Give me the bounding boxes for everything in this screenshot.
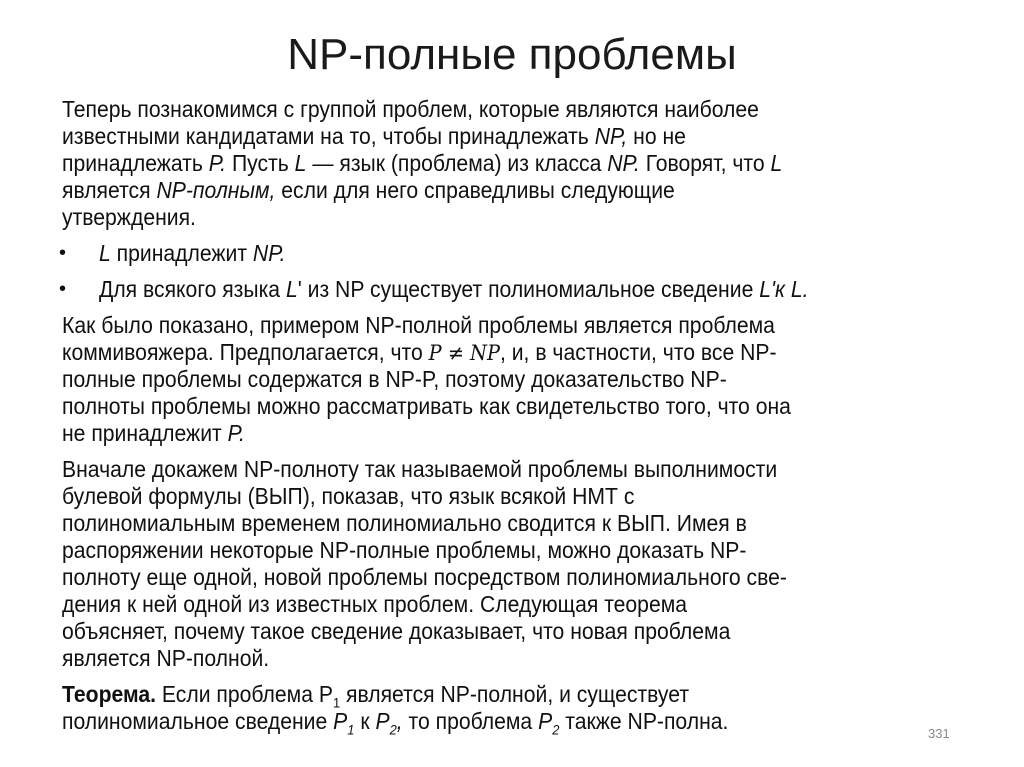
text-segment: Если проблема P xyxy=(156,681,333,707)
text-segment: Как было показано, примером NP-полной проблемы является проблема xyxy=(62,312,775,338)
text-line xyxy=(99,276,893,303)
paragraph xyxy=(62,456,962,672)
bullet-icon: • xyxy=(59,242,67,264)
text-segment: L xyxy=(294,150,307,176)
text-segment: Теорема. xyxy=(62,681,157,707)
text-segment: полиномиальным временем полиномиально сводится к ВЫП. Имея в xyxy=(62,510,747,536)
text-line xyxy=(62,96,890,123)
text-segment: NP. xyxy=(252,240,286,266)
text-segment: 1 xyxy=(332,694,341,711)
text-segment: также NP-полна. xyxy=(559,708,729,734)
text-segment: к xyxy=(354,708,376,734)
text-line xyxy=(62,483,890,510)
text-line xyxy=(62,708,890,738)
text-segment: полиномиальное сведение xyxy=(62,708,334,734)
text-segment: не принадлежит xyxy=(62,420,228,446)
bullet-icon: • xyxy=(59,278,67,300)
text-segment: принадлежать xyxy=(62,150,209,176)
math-expression: P ≠ NP xyxy=(428,341,500,365)
text-line xyxy=(62,393,890,420)
text-segment: является xyxy=(62,177,157,203)
text-line xyxy=(62,564,890,591)
text-line xyxy=(62,420,890,447)
text-segment: Говорят, что xyxy=(639,150,771,176)
text-segment: полноту еще одной, новой проблемы посредством полиномиального све- xyxy=(62,564,787,590)
bullet-item xyxy=(59,276,962,303)
text-segment: , и, в частности, что все NP- xyxy=(499,339,777,365)
text-line xyxy=(62,312,890,339)
slide-body xyxy=(59,96,962,744)
text-segment: P xyxy=(333,708,348,734)
text-line xyxy=(62,123,890,150)
text-segment: — язык (проблема) из класса xyxy=(306,150,608,176)
text-line xyxy=(62,681,890,711)
text-segment: 2 xyxy=(389,721,397,738)
text-segment: P. xyxy=(227,420,245,446)
text-segment: 1 xyxy=(347,721,355,738)
text-segment: объясняет, почему такое сведение доказывает, что новая проблема xyxy=(62,618,731,644)
text-segment: распоряжении некоторые NP-полные проблемы, можно доказать NP- xyxy=(62,537,747,563)
text-line xyxy=(62,591,890,618)
paragraph xyxy=(62,312,962,447)
text-line xyxy=(62,456,890,483)
text-segment: Вначале докажем NP-полноту так называемой проблемы выполнимости xyxy=(62,456,778,482)
text-segment: P xyxy=(538,708,553,734)
text-line xyxy=(62,645,890,672)
text-segment: полноты проблемы можно рассматривать как свидетельство того, что она xyxy=(62,393,791,419)
text-segment: 2 xyxy=(552,721,560,738)
text-segment: полные проблемы содержатся в NP-P, поэтому доказательство NP- xyxy=(62,366,727,392)
text-line xyxy=(62,618,890,645)
text-segment: NP. xyxy=(607,150,640,176)
text-segment: Пусть xyxy=(226,150,295,176)
text-segment: P xyxy=(375,708,390,734)
text-line xyxy=(62,150,890,177)
text-segment: L xyxy=(770,150,783,176)
text-line xyxy=(62,177,890,204)
text-segment: если для него справедливы следующие xyxy=(275,177,675,203)
text-segment: Теперь познакомимся с группой проблем, которые являются наиболее xyxy=(62,96,759,122)
text-segment: P. xyxy=(208,150,227,176)
text-segment: дения к ней одной из известных проблем. Следующая теорема xyxy=(62,591,688,617)
bullet-item xyxy=(59,240,962,267)
slide-title: NP-полные проблемы xyxy=(287,30,737,79)
text-segment: булевой формулы (ВЫП), показав, что язык всякой НМТ с xyxy=(62,483,635,509)
text-segment: L'к L. xyxy=(759,276,809,302)
text-segment: то проблема xyxy=(402,708,539,734)
text-segment: NP, xyxy=(594,123,628,149)
text-line xyxy=(62,339,890,366)
text-segment: является NP-полной. xyxy=(62,645,270,671)
text-line xyxy=(62,537,890,564)
text-line xyxy=(62,204,890,231)
text-segment: NP-полным, xyxy=(156,177,276,203)
text-segment: ' из NP существует полиномиальное сведение xyxy=(297,276,760,302)
page-number: 331 xyxy=(928,726,950,741)
text-segment: но не xyxy=(627,123,686,149)
text-segment: является NP-полной, и существует xyxy=(340,681,690,707)
text-line xyxy=(99,240,893,267)
paragraph xyxy=(62,681,962,738)
paragraph xyxy=(62,96,962,231)
text-segment: коммивояжера. Предполагается, что xyxy=(62,339,429,365)
text-segment: известными кандидатами на то, чтобы принадлежать xyxy=(62,123,595,149)
text-line xyxy=(62,366,890,393)
text-line xyxy=(62,510,890,537)
text-segment: , xyxy=(396,708,403,734)
text-segment: Для всякого языка xyxy=(99,276,286,302)
text-segment: L xyxy=(99,240,111,266)
text-segment: L xyxy=(285,276,298,302)
text-segment: утверждения. xyxy=(62,204,196,230)
text-segment: принадлежит xyxy=(110,240,253,266)
